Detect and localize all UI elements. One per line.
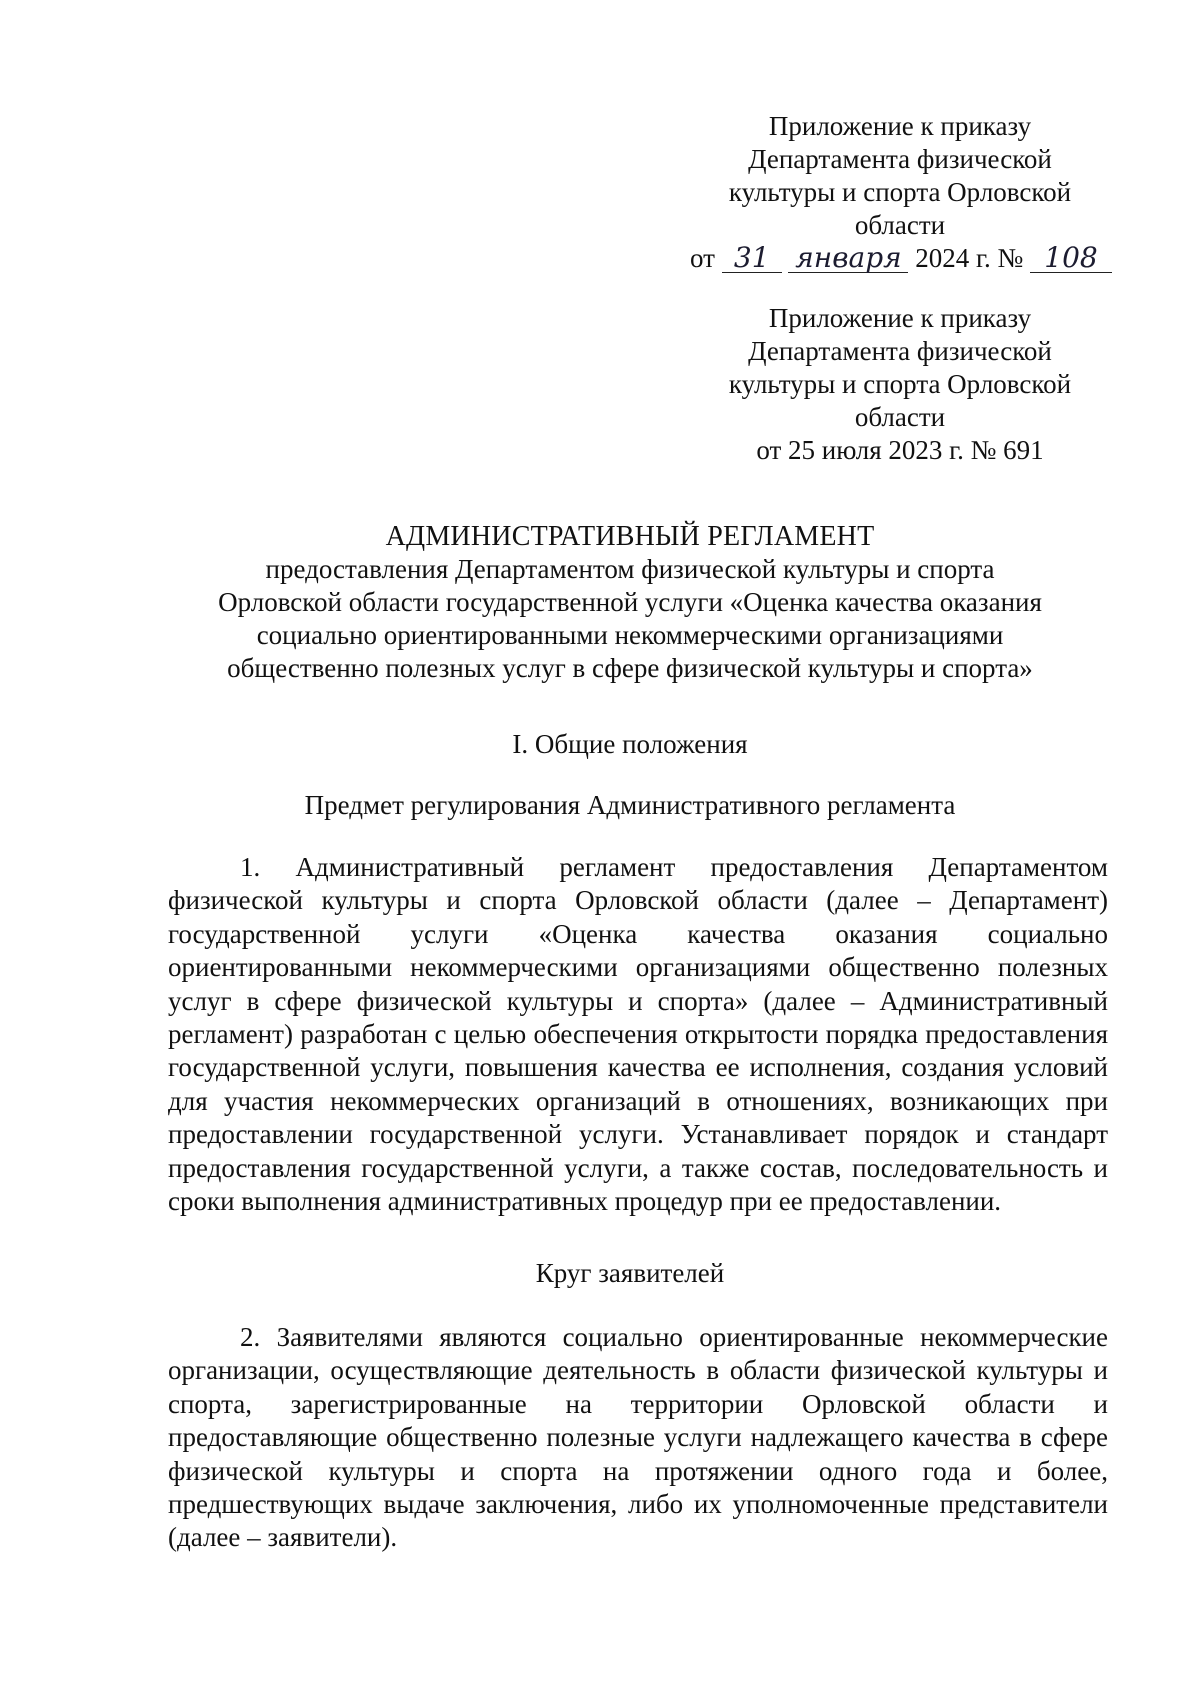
appendix-line: от 25 июля 2023 г. № 691 — [756, 435, 1044, 465]
document-title-line: предоставления Департаментом физической культуры и спорта — [265, 554, 995, 584]
appendix-line: культуры и спорта Орловской — [728, 369, 1072, 399]
handwritten-month: января — [788, 244, 908, 273]
appendix-line: Приложение к приказу — [768, 111, 1032, 141]
subject-heading: Предмет регулирования Административного регламента — [304, 790, 956, 820]
appendix-previous-order — [690, 302, 1110, 467]
appendix-date-line — [690, 242, 1110, 275]
appendix-line: области — [854, 402, 946, 432]
document-title — [160, 520, 1100, 685]
appendix-line: Приложение к приказу — [768, 303, 1032, 333]
handwritten-order-number: 108 — [1030, 244, 1112, 273]
date-prefix: от — [690, 243, 715, 273]
appendix-line: культуры и спорта Орловской — [728, 177, 1072, 207]
handwritten-day: 31 — [722, 244, 782, 273]
document-title-line: Орловской области государственной услуги «Оценка качества оказания — [218, 587, 1042, 617]
document-title-line: общественно полезных услуг в сфере физической культуры и спорта» — [227, 653, 1033, 683]
appendix-line: Департамента физической — [748, 336, 1052, 366]
appendix-current-order — [690, 110, 1110, 275]
document-title-line: социально ориентированными некоммерческими организациями — [256, 620, 1004, 650]
paragraph-1: 1. Административный регламент предоставления Департаментом физической культуры и спорта Орловской области (далее – Департамент) государственной услуги «Оценка качества оказания социально ориентированными некоммерческими организациями общественно полезных услуг в сфере физической культуры и спорта» (далее – Административный регламент) разработан с целью обеспечения открытости порядка предоставления государственной услуги, повышения качества ее исполнения, создания условий для участия некоммерческих организаций в отношениях, возникающих при предоставлении государственной услуги. Устанавливает порядок и стандарт предоставления государственной услуги, а также состав, последовательность и сроки выполнения административных процедур при ее предоставлении. — [168, 852, 1108, 1217]
section-heading: I. Общие положения — [512, 729, 748, 759]
document-main-title: АДМИНИСТРАТИВНЫЙ РЕГЛАМЕНТ — [385, 521, 875, 552]
appendix-line: Департамента физической — [748, 144, 1052, 174]
date-year-number-label: 2024 г. № — [915, 243, 1024, 273]
applicants-heading: Круг заявителей — [535, 1258, 725, 1288]
appendix-line: области — [854, 210, 946, 240]
paragraph-2: 2. Заявителями являются социально ориентированные некоммерческие организации, осуществляющие деятельность в области физической культуры и спорта, зарегистрированные на территории Орловской области и предоставляющие общественно полезные услуги надлежащего качества в сфере физической культуры и спорта на протяжении одного года и более, предшествующих выдаче заключения, либо их уполномоченные представители (далее – заявители). — [168, 1322, 1108, 1553]
